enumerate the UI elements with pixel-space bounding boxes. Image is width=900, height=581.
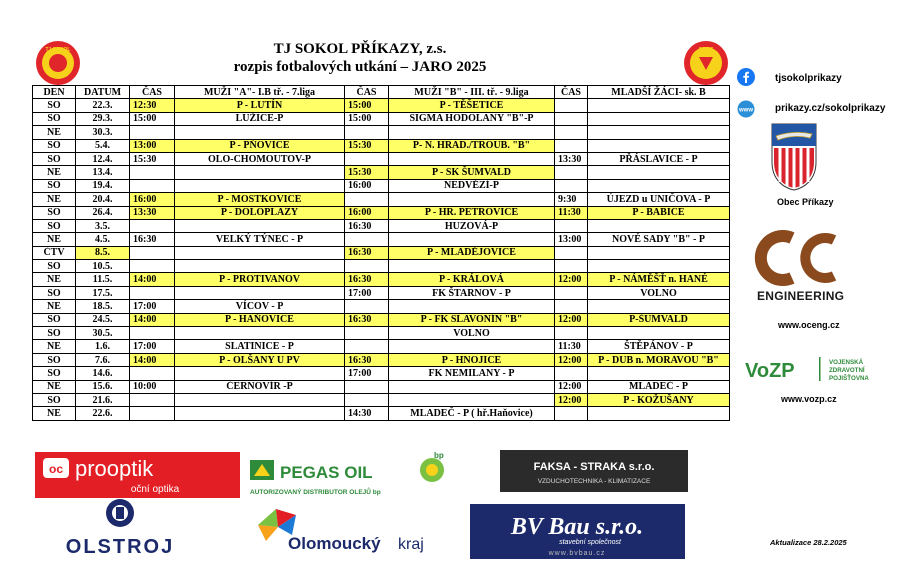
row-match-a: [175, 286, 345, 299]
table-row: [33, 206, 730, 219]
table-row: [33, 166, 730, 179]
row-day: NE: [33, 380, 76, 393]
prooptik-logo: [35, 452, 240, 498]
row-match-a: [175, 367, 345, 380]
row-match-zaci: [588, 246, 730, 259]
row-date: 8.5.: [76, 246, 130, 259]
row-date: 22.6.: [76, 407, 130, 420]
row-match-b: [389, 393, 555, 406]
row-day: SO: [33, 206, 76, 219]
row-match-a: [175, 260, 345, 273]
facebook-icon: [737, 68, 755, 86]
row-day: SO: [33, 112, 76, 125]
row-day: NE: [33, 300, 76, 313]
row-day: SO: [33, 152, 76, 165]
table-row: [33, 286, 730, 299]
row-match-a: P - DOLOPLAZY: [175, 206, 345, 219]
table-row: [33, 353, 730, 366]
row-match-zaci: [588, 260, 730, 273]
row-day: SO: [33, 260, 76, 273]
col-header-cas-z: ČAS: [555, 86, 588, 99]
row-day: SO: [33, 139, 76, 152]
row-day: SO: [33, 353, 76, 366]
obec-label: Obec Příkazy: [777, 197, 834, 207]
row-date: 17.5.: [76, 286, 130, 299]
row-date: 20.4.: [76, 193, 130, 206]
row-match-a: [175, 327, 345, 340]
row-match-a: VÍCOV - P: [175, 300, 345, 313]
row-time-z: 9:30: [555, 193, 588, 206]
row-time-z: [555, 327, 588, 340]
row-match-b: P - FK SLAVONÍN "B": [389, 313, 555, 326]
row-match-zaci: ÚJEZD u UNIČOVA - P: [588, 193, 730, 206]
row-date: 13.4.: [76, 166, 130, 179]
row-date: 4.5.: [76, 233, 130, 246]
row-time-b: [345, 300, 389, 313]
row-time-z: 11:30: [555, 340, 588, 353]
pegas-bp: bp: [434, 452, 444, 460]
row-date: 26.4.: [76, 206, 130, 219]
row-day: SO: [33, 99, 76, 112]
table-row: [33, 367, 730, 380]
faksa-straka-logo: [500, 450, 688, 492]
row-time-a: 14:00: [130, 353, 175, 366]
pegas-oil-logo: [248, 452, 453, 500]
row-time-z: 12:00: [555, 273, 588, 286]
row-match-zaci: [588, 367, 730, 380]
row-date: 7.6.: [76, 353, 130, 366]
table-row: [33, 99, 730, 112]
row-time-a: 17:00: [130, 340, 175, 353]
row-date: 14.6.: [76, 367, 130, 380]
row-match-zaci: P - KOŽUŠANY: [588, 393, 730, 406]
page-title: TJ SOKOL PŘÍKAZY, z.s.: [273, 41, 447, 57]
row-match-a: [175, 219, 345, 232]
table-row: [33, 219, 730, 232]
row-time-z: [555, 286, 588, 299]
row-match-b: [389, 380, 555, 393]
row-match-zaci: P - DUB n. MORAVOU "B": [588, 353, 730, 366]
row-time-z: [555, 179, 588, 192]
row-day: NE: [33, 340, 76, 353]
row-day: NE: [33, 166, 76, 179]
vozp-line-1: VOJENSKÁ: [829, 359, 864, 366]
row-time-z: [555, 407, 588, 420]
row-day: NE: [33, 233, 76, 246]
row-match-a: P - PROTIVANOV: [175, 273, 345, 286]
row-match-zaci: PŘÁSLAVICE - P: [588, 152, 730, 165]
table-row: [33, 126, 730, 139]
table-row: [33, 260, 730, 273]
row-time-z: [555, 99, 588, 112]
row-time-z: 12:00: [555, 353, 588, 366]
row-time-b: 16:30: [345, 353, 389, 366]
row-day: SO: [33, 327, 76, 340]
row-time-b: [345, 260, 389, 273]
row-match-zaci: [588, 179, 730, 192]
bvbau-name: BV Bau s.r.o.: [510, 514, 644, 540]
schedule-table: [32, 85, 730, 421]
row-date: 12.4.: [76, 152, 130, 165]
club-logo-left-text: TJ SOKOL: [45, 47, 71, 53]
row-time-b: [345, 340, 389, 353]
row-day: SO: [33, 313, 76, 326]
row-time-b: 16:30: [345, 313, 389, 326]
row-day: SO: [33, 286, 76, 299]
row-match-zaci: ŠTĚPÁNOV - P: [588, 340, 730, 353]
row-time-b: [345, 233, 389, 246]
row-match-zaci: [588, 327, 730, 340]
row-time-z: [555, 300, 588, 313]
row-time-a: [130, 393, 175, 406]
table-row: [33, 246, 730, 259]
row-match-a: OLO-CHOMOUTOV-P: [175, 152, 345, 165]
row-time-a: [130, 126, 175, 139]
bv-bau-logo: [470, 504, 685, 559]
row-match-b: [389, 233, 555, 246]
faksa-sub: VZDUCHOTECHNIKA - KLIMATIZACE: [537, 478, 651, 485]
vozp-line-3: POJIŠŤOVNA: [829, 375, 869, 382]
row-match-a: SLATINICE - P: [175, 340, 345, 353]
row-match-zaci: [588, 407, 730, 420]
row-match-a: LUŽICE-P: [175, 112, 345, 125]
globe-icon: [737, 100, 755, 118]
table-row: [33, 152, 730, 165]
row-time-a: [130, 407, 175, 420]
row-match-b: SIGMA HODOLANY "B"-P: [389, 112, 555, 125]
row-time-b: 16:30: [345, 219, 389, 232]
row-time-b: [345, 152, 389, 165]
row-match-b: [389, 340, 555, 353]
row-time-b: 15:30: [345, 166, 389, 179]
oceng-url[interactable]: www.oceng.cz: [778, 320, 840, 330]
row-match-b: VOLNO: [389, 327, 555, 340]
vozp-url[interactable]: www.vozp.cz: [781, 394, 837, 404]
row-match-b: P - HNOJICE: [389, 353, 555, 366]
svg-text:www: www: [738, 107, 754, 114]
row-match-b: MLADEČ - P ( hř.Haňovice): [389, 407, 555, 420]
row-match-a: P - PŇOVICE: [175, 139, 345, 152]
row-match-b: [389, 193, 555, 206]
row-date: 21.6.: [76, 393, 130, 406]
row-day: SO: [33, 393, 76, 406]
row-match-b: P - TĚŠETICE: [389, 99, 555, 112]
row-match-b: P - KRÁLOVÁ: [389, 273, 555, 286]
club-logo-right-text: OBEC: [698, 47, 714, 53]
row-match-b: FK ŠTARNOV - P: [389, 286, 555, 299]
vozp-logo: [745, 353, 885, 385]
row-match-zaci: [588, 126, 730, 139]
col-header-datum: DATUM: [76, 86, 130, 99]
row-time-b: 15:00: [345, 99, 389, 112]
page-subtitle: rozpis fotbalových utkání – JARO 2025: [233, 59, 487, 75]
oc-engineering-logo: [752, 228, 842, 288]
table-row: [33, 380, 730, 393]
row-time-b: 16:00: [345, 179, 389, 192]
table-row: [33, 179, 730, 192]
row-time-a: 16:00: [130, 193, 175, 206]
svg-text:oc: oc: [48, 462, 64, 476]
col-header-cas-b: ČAS: [345, 86, 389, 99]
vozp-line-2: ZDRAVOTNÍ: [829, 367, 865, 374]
table-row: [33, 273, 730, 286]
row-match-zaci: [588, 139, 730, 152]
row-match-a: P - HAŇOVICE: [175, 313, 345, 326]
row-time-a: 10:00: [130, 380, 175, 393]
table-row: [33, 300, 730, 313]
row-time-b: 17:00: [345, 286, 389, 299]
row-time-a: [130, 286, 175, 299]
row-day: SO: [33, 179, 76, 192]
row-date: 29.3.: [76, 112, 130, 125]
row-time-b: [345, 380, 389, 393]
row-time-b: 15:30: [345, 139, 389, 152]
row-match-zaci: NOVÉ SADY "B" - P: [588, 233, 730, 246]
row-time-a: [130, 327, 175, 340]
row-match-b: [389, 260, 555, 273]
row-time-a: 14:00: [130, 273, 175, 286]
row-date: 30.3.: [76, 126, 130, 139]
website-link[interactable]: prikazy.cz/sokolprikazy: [775, 103, 886, 114]
row-time-b: 16:30: [345, 273, 389, 286]
row-time-z: [555, 219, 588, 232]
row-day: ČTV: [33, 246, 76, 259]
row-time-a: 14:00: [130, 313, 175, 326]
row-time-a: [130, 260, 175, 273]
row-match-a: VELKÝ TÝNEC - P: [175, 233, 345, 246]
row-date: 24.5.: [76, 313, 130, 326]
row-match-b: FK NEMILANY - P: [389, 367, 555, 380]
row-date: 1.6.: [76, 340, 130, 353]
row-day: NE: [33, 193, 76, 206]
row-time-z: [555, 260, 588, 273]
row-match-zaci: P-ŠUMVALD: [588, 313, 730, 326]
row-time-b: 17:00: [345, 367, 389, 380]
row-match-zaci: P - BABICE: [588, 206, 730, 219]
row-time-z: [555, 126, 588, 139]
pegas-sub: AUTORIZOVANÝ DISTRIBUTOR OLEJŮ bp: [250, 489, 381, 496]
bvbau-sub: stavební společnost: [559, 539, 621, 546]
row-date: 15.6.: [76, 380, 130, 393]
row-date: 22.3.: [76, 99, 130, 112]
row-time-a: 13:00: [130, 139, 175, 152]
row-date: 5.4.: [76, 139, 130, 152]
olomoucky-kraj-logo: [248, 505, 448, 557]
obec-crest-icon: [770, 122, 818, 192]
club-logo-right: [683, 40, 729, 86]
row-time-a: [130, 219, 175, 232]
olstroj-name: OLSTROJ: [65, 536, 175, 558]
row-time-z: [555, 139, 588, 152]
row-time-z: 12:00: [555, 313, 588, 326]
row-match-zaci: [588, 99, 730, 112]
row-match-a: [175, 166, 345, 179]
olstroj-logo: [50, 497, 200, 559]
row-match-b: NEDVĚZÍ-P: [389, 179, 555, 192]
bvbau-url: www.bvbau.cz: [548, 550, 606, 557]
col-header-muzi-b: MUŽI "B" - III. tř. - 9.liga: [389, 86, 555, 99]
row-time-z: [555, 166, 588, 179]
row-match-zaci: VOLNO: [588, 286, 730, 299]
olomoucky-kraj: kraj: [398, 536, 424, 553]
row-day: NE: [33, 126, 76, 139]
col-header-den: DEN: [33, 86, 76, 99]
row-day: NE: [33, 407, 76, 420]
row-match-b: P - MLADĚJOVICE: [389, 246, 555, 259]
row-time-z: [555, 367, 588, 380]
table-row: [33, 112, 730, 125]
row-match-b: P- N. HRAD./TROUB. "B": [389, 139, 555, 152]
row-match-a: [175, 407, 345, 420]
row-time-b: 16:00: [345, 206, 389, 219]
row-match-b: [389, 126, 555, 139]
row-time-a: 13:30: [130, 206, 175, 219]
row-date: 19.4.: [76, 179, 130, 192]
row-match-zaci: MLADEČ - P: [588, 380, 730, 393]
row-match-zaci: P - NÁMĚŠŤ n. HANÉ: [588, 273, 730, 286]
table-row: [33, 340, 730, 353]
row-date: 30.5.: [76, 327, 130, 340]
prooptik-sub: oční optika: [130, 484, 180, 495]
row-match-zaci: [588, 112, 730, 125]
row-time-a: [130, 367, 175, 380]
col-header-muzi-a: MUŽI "A"- I.B tř. - 7.liga: [175, 86, 345, 99]
table-header-row: [33, 86, 730, 99]
row-match-a: ČERNOVÍR -P: [175, 380, 345, 393]
pegas-name: PEGAS OIL: [280, 463, 373, 482]
row-match-a: [175, 393, 345, 406]
row-time-a: 15:30: [130, 152, 175, 165]
table-row: [33, 407, 730, 420]
row-time-z: 12:00: [555, 393, 588, 406]
row-time-a: 16:30: [130, 233, 175, 246]
row-date: 11.5.: [76, 273, 130, 286]
table-row: [33, 393, 730, 406]
row-time-b: [345, 393, 389, 406]
prooptik-name: prooptik: [75, 456, 154, 481]
row-time-a: 12:30: [130, 99, 175, 112]
col-header-zaci: MLADŠÍ ŽÁCI- sk. B: [588, 86, 730, 99]
schedule-body: [33, 99, 730, 420]
row-time-a: [130, 246, 175, 259]
club-logo-left: [35, 40, 81, 86]
row-match-b: P - HR. PETROVICE: [389, 206, 555, 219]
table-row: [33, 233, 730, 246]
row-match-b: [389, 300, 555, 313]
col-header-cas-a: ČAS: [130, 86, 175, 99]
row-date: 3.5.: [76, 219, 130, 232]
row-time-b: [345, 327, 389, 340]
row-day: SO: [33, 367, 76, 380]
row-time-b: [345, 193, 389, 206]
row-match-zaci: [588, 166, 730, 179]
table-row: [33, 139, 730, 152]
row-time-a: [130, 166, 175, 179]
row-date: 10.5.: [76, 260, 130, 273]
row-time-z: 11:30: [555, 206, 588, 219]
row-match-b: P - SK ŠUMVALD: [389, 166, 555, 179]
row-time-z: [555, 112, 588, 125]
row-time-b: 14:30: [345, 407, 389, 420]
row-day: NE: [33, 273, 76, 286]
row-time-z: 12:00: [555, 380, 588, 393]
row-time-z: 13:30: [555, 152, 588, 165]
row-time-a: [130, 179, 175, 192]
facebook-link[interactable]: tjsokolprikazy: [775, 73, 842, 84]
table-row: [33, 193, 730, 206]
row-match-a: P - OLŠANY U PV: [175, 353, 345, 366]
row-time-b: 15:00: [345, 112, 389, 125]
row-match-a: P - MOSTKOVICE: [175, 193, 345, 206]
row-match-zaci: [588, 219, 730, 232]
row-time-b: [345, 126, 389, 139]
row-time-a: 15:00: [130, 112, 175, 125]
update-note: Aktualizace 28.2.2025: [770, 538, 847, 547]
row-match-b: [389, 152, 555, 165]
row-match-a: [175, 179, 345, 192]
row-match-a: [175, 246, 345, 259]
olomoucky-name: Olomoucký: [288, 534, 381, 553]
table-row: [33, 327, 730, 340]
row-time-b: 16:30: [345, 246, 389, 259]
row-match-b: HUZOVÁ-P: [389, 219, 555, 232]
faksa-name: FAKSA - STRAKA s.r.o.: [533, 461, 655, 473]
page-title-block: [180, 40, 540, 76]
row-day: SO: [33, 219, 76, 232]
vozp-brand: VoZP: [745, 360, 795, 382]
row-match-a: [175, 126, 345, 139]
row-match-a: P - LUTÍN: [175, 99, 345, 112]
row-match-zaci: [588, 300, 730, 313]
oc-engineering-label: ENGINEERING: [757, 289, 845, 303]
table-row: [33, 313, 730, 326]
row-time-z: 13:00: [555, 233, 588, 246]
row-time-z: [555, 246, 588, 259]
row-date: 18.5.: [76, 300, 130, 313]
row-time-a: 17:00: [130, 300, 175, 313]
